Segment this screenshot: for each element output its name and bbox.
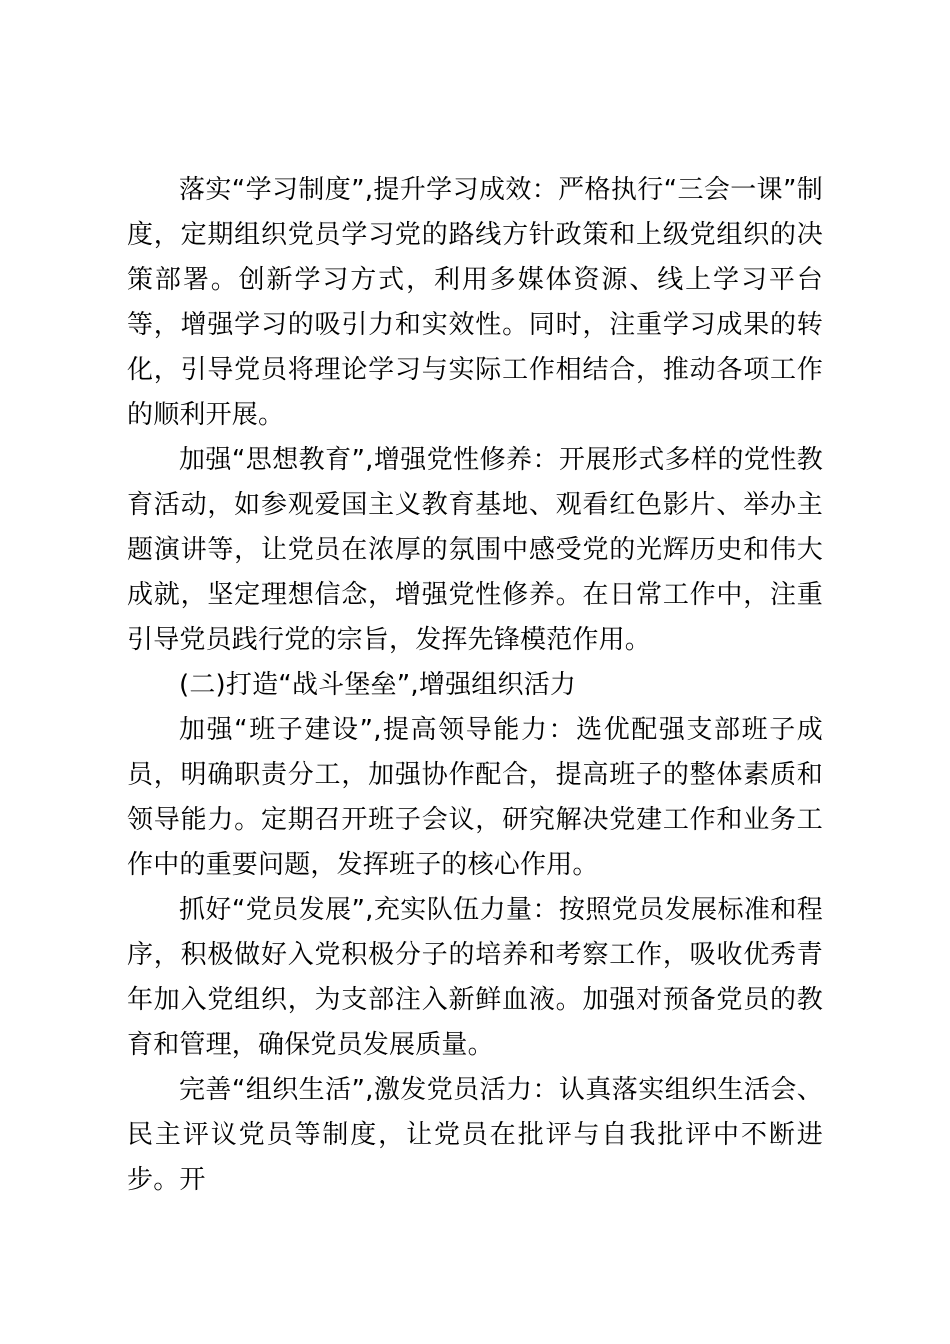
paragraph-text: 认真落实组织生活会、民主评议党员等制度，让党员在批评与自我批评中不断进步。开 — [127, 1075, 823, 1195]
paragraph-organization-life — [127, 1068, 823, 1203]
section-heading: (二)打造“战斗堡垒”,增强组织活力 — [179, 670, 577, 700]
paragraph-lead: 完善“组织生活”,激发党员活力： — [179, 1075, 559, 1105]
paragraph-lead: 加强“思想教育”,增强党性修养： — [179, 445, 559, 475]
paragraph-ideological-education — [127, 438, 823, 663]
paragraph-study-system — [127, 168, 823, 438]
paragraph-text: 开展形式多样的党性教育活动，如参观爱国主义教育基地、观看红色影片、举办主题演讲等，让党员在浓厚的氛围中感受党的光辉历史和伟大成就，坚定理想信念，增强党性修养。在日常工作中，注重引导党员践行党的宗旨，发挥先锋模范作用。 — [127, 445, 823, 655]
paragraph-lead: 加强“班子建设”,提高领导能力： — [179, 715, 577, 745]
paragraph-text: 严格执行“三会一课”制度，定期组织党员学习党的路线方针政策和上级党组织的决策部署。创新学习方式，利用多媒体资源、线上学习平台等，增强学习的吸引力和实效性。同时，注重学习成果的转化，引导党员将理论学习与实际工作相结合，推动各项工作的顺利开展。 — [127, 175, 823, 430]
paragraph-text: 选优配强支部班子成员，明确职责分工，加强协作配合，提高班子的整体素质和领导能力。定期召开班子会议，研究解决党建工作和业务工作中的重要问题，发挥班子的核心作用。 — [127, 715, 823, 880]
document-body — [127, 168, 823, 1203]
paragraph-team-building — [127, 708, 823, 888]
paragraph-text: 按照党员发展标准和程序，积极做好入党积极分子的培养和考察工作，吸收优秀青年加入党组织，为支部注入新鲜血液。加强对预备党员的教育和管理，确保党员发展质量。 — [127, 895, 823, 1060]
paragraph-lead: 落实“学习制度”,提升学习成效： — [179, 175, 559, 205]
paragraph-member-development — [127, 888, 823, 1068]
paragraph-lead: 抓好“党员发展”,充实队伍力量： — [179, 895, 559, 925]
